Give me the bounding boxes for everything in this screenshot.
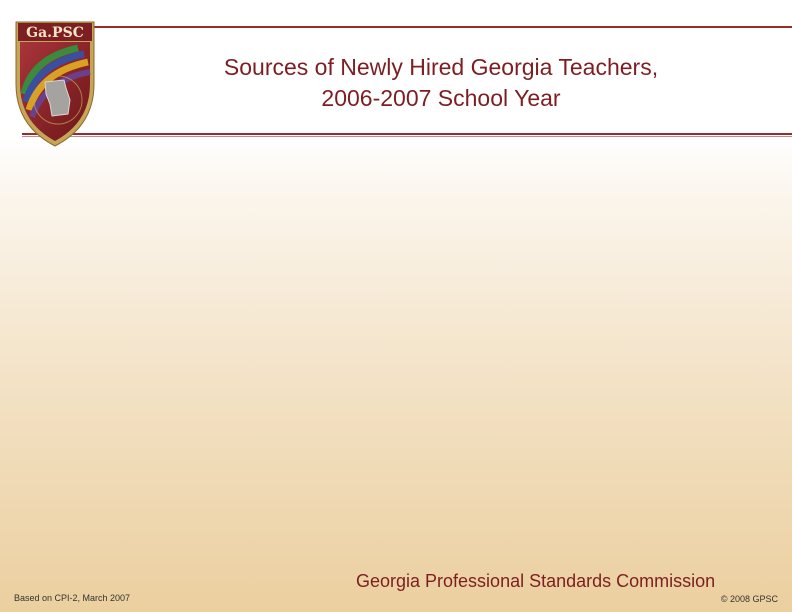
- header-top-rule: [22, 26, 792, 28]
- slide-title: [130, 52, 752, 114]
- header-bottom-rule-shadow: [22, 136, 792, 137]
- logo-text: Ga.PSC: [26, 25, 84, 41]
- header-bottom-rule: [22, 133, 792, 135]
- title-line-2: 2006-2007 School Year: [321, 85, 561, 111]
- gapsc-logo: [12, 14, 98, 148]
- georgia-state-shield-icon: [12, 14, 98, 148]
- copyright-text: © 2008 GPSC: [720, 594, 778, 604]
- source-note: Based on CPI-2, March 2007: [14, 593, 131, 603]
- organization-name: Georgia Professional Standards Commission: [356, 571, 716, 591]
- title-line-1: Sources of Newly Hired Georgia Teachers,: [223, 54, 659, 80]
